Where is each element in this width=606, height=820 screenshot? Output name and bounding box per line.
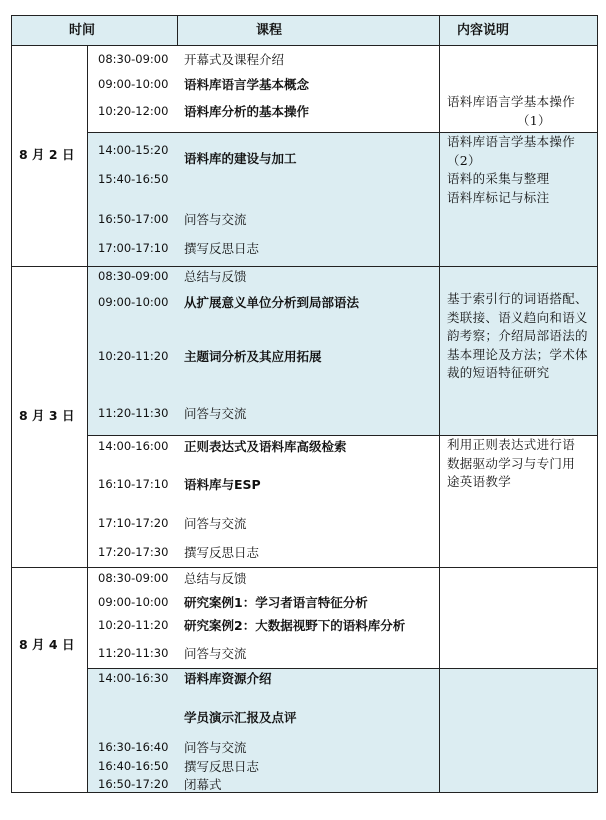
day2-pm-title-1: 正则表达式及语料库高级检索 <box>184 439 347 454</box>
day2-pm-title-3: 问答与交流 <box>184 516 247 531</box>
day3-pm-title-3: 问答与交流 <box>184 740 247 755</box>
day3-am-title-1: 总结与反馈 <box>184 571 247 586</box>
day2-am-title-4: 问答与交流 <box>184 406 247 421</box>
day1-am-time-1: 08:30-09:00 <box>98 52 169 66</box>
day2-am-title-3: 主题词分析及其应用拓展 <box>184 349 322 364</box>
day2-pm-time-4: 17:20-17:30 <box>98 545 169 559</box>
note-line: 韵考察；介绍局部语法的 <box>447 328 588 343</box>
col-divider-date <box>87 45 88 793</box>
day1-end-rule <box>11 266 598 267</box>
note-line: 基于索引行的词语搭配、 <box>447 291 588 306</box>
day3-am-time-1: 08:30-09:00 <box>98 571 169 585</box>
day1-am-time-2: 09:00-10:00 <box>98 77 169 91</box>
day3-pm-time-4: 16:40-16:50 <box>98 759 169 773</box>
day2-am-time-4: 11:20-11:30 <box>98 406 169 420</box>
day3-pm-title-5: 闭幕式 <box>184 777 222 792</box>
day1-pm-title-3: 问答与交流 <box>184 212 247 227</box>
day3-pm-title-2: 学员演示汇报及点评 <box>184 710 297 725</box>
note-line: 途英语教学 <box>447 474 512 489</box>
border-bottom <box>11 792 598 793</box>
day3-pm-time-1: 14:00-16:30 <box>98 671 169 685</box>
day1-pm-time-1: 14:00-15:20 <box>98 143 169 157</box>
note-line: 类联接、语义趋向和语义 <box>447 309 588 325</box>
schedule-table <box>11 15 598 793</box>
day2-am-title-2: 从扩展意义单位分析到局部语法 <box>184 295 360 310</box>
day3-afternoon-bg <box>87 668 598 793</box>
note-line: 语料库标记与标注 <box>447 189 550 205</box>
note-line: 语料的采集与整理 <box>447 171 550 186</box>
note-line: 语料库语言学基本操作 <box>447 134 576 149</box>
day2-pm-time-1: 14:00-16:00 <box>98 439 169 453</box>
day3-am-title-2: 研究案例1：学习者语言特征分析 <box>184 595 368 610</box>
day1-pm-time-2: 15:40-16:50 <box>98 172 169 186</box>
day2-am-note <box>447 290 588 383</box>
day1-am-title-1: 开幕式及课程介绍 <box>184 52 285 67</box>
day1-am-title-2: 语料库语言学基本概念 <box>184 77 310 92</box>
border-top <box>11 15 598 16</box>
note-line: 数据驱动学习与专门用 <box>447 455 576 471</box>
note-line: 利用正则表达式进行语 <box>447 437 576 452</box>
header-row-bg <box>11 15 598 45</box>
day1-pm-title-4: 撰写反思日志 <box>184 241 260 256</box>
header-time: 时间 <box>69 23 96 38</box>
day2-am-title-1: 总结与反馈 <box>184 269 247 284</box>
day3-am-time-4: 11:20-11:30 <box>98 646 169 660</box>
day3-am-time-2: 09:00-10:00 <box>98 595 169 609</box>
day1-am-time-3: 10:20-12:00 <box>98 104 169 118</box>
day1-am-title-3: 语料库分析的基本操作 <box>184 104 310 119</box>
day2-date: 8 月 3 日 <box>19 408 75 423</box>
day2-end-rule <box>11 567 598 568</box>
note-line: 语料库语言学基本操作 <box>447 94 576 109</box>
note-line: 裁的短语特征研究 <box>447 365 550 380</box>
header-course: 课程 <box>256 23 283 38</box>
header-description: 内容说明 <box>457 23 510 38</box>
day3-date: 8 月 4 日 <box>19 637 75 652</box>
day3-am-time-3: 10:20-11:20 <box>98 618 169 632</box>
border-left <box>11 15 12 793</box>
day2-pm-title-4: 撰写反思日志 <box>184 545 260 560</box>
day3-session-rule <box>87 668 598 669</box>
day1-date: 8 月 2 日 <box>19 147 75 162</box>
day3-pm-title-4: 撰写反思日志 <box>184 759 260 774</box>
day3-am-title-3: 研究案例2：大数据视野下的语料库分析 <box>184 618 406 633</box>
day2-am-time-3: 10:20-11:20 <box>98 349 169 363</box>
day1-am-note <box>447 93 575 130</box>
day2-am-time-2: 09:00-10:00 <box>98 295 169 309</box>
day2-pm-time-2: 16:10-17:10 <box>98 477 169 491</box>
day1-pm-note <box>447 133 575 207</box>
note-line: （2） <box>447 152 481 168</box>
day2-am-time-1: 08:30-09:00 <box>98 269 169 283</box>
day2-pm-note <box>447 436 575 492</box>
day3-pm-title-1: 语料库资源介绍 <box>184 671 272 686</box>
note-line: （1） <box>517 112 551 128</box>
day1-pm-title-1: 语料库的建设与加工 <box>184 151 297 166</box>
day2-pm-title-2: 语料库与ESP <box>184 477 261 492</box>
day2-pm-time-3: 17:10-17:20 <box>98 516 169 530</box>
day3-am-title-4: 问答与交流 <box>184 646 247 661</box>
note-line: 基本理论及方法；学术体 <box>447 346 588 362</box>
day3-pm-time-5: 16:50-17:20 <box>98 777 169 791</box>
day1-pm-time-3: 16:50-17:00 <box>98 212 169 226</box>
col-divider-time <box>177 15 178 45</box>
header-rule <box>11 45 598 46</box>
day3-pm-time-3: 16:30-16:40 <box>98 740 169 754</box>
day1-pm-time-4: 17:00-17:10 <box>98 241 169 255</box>
